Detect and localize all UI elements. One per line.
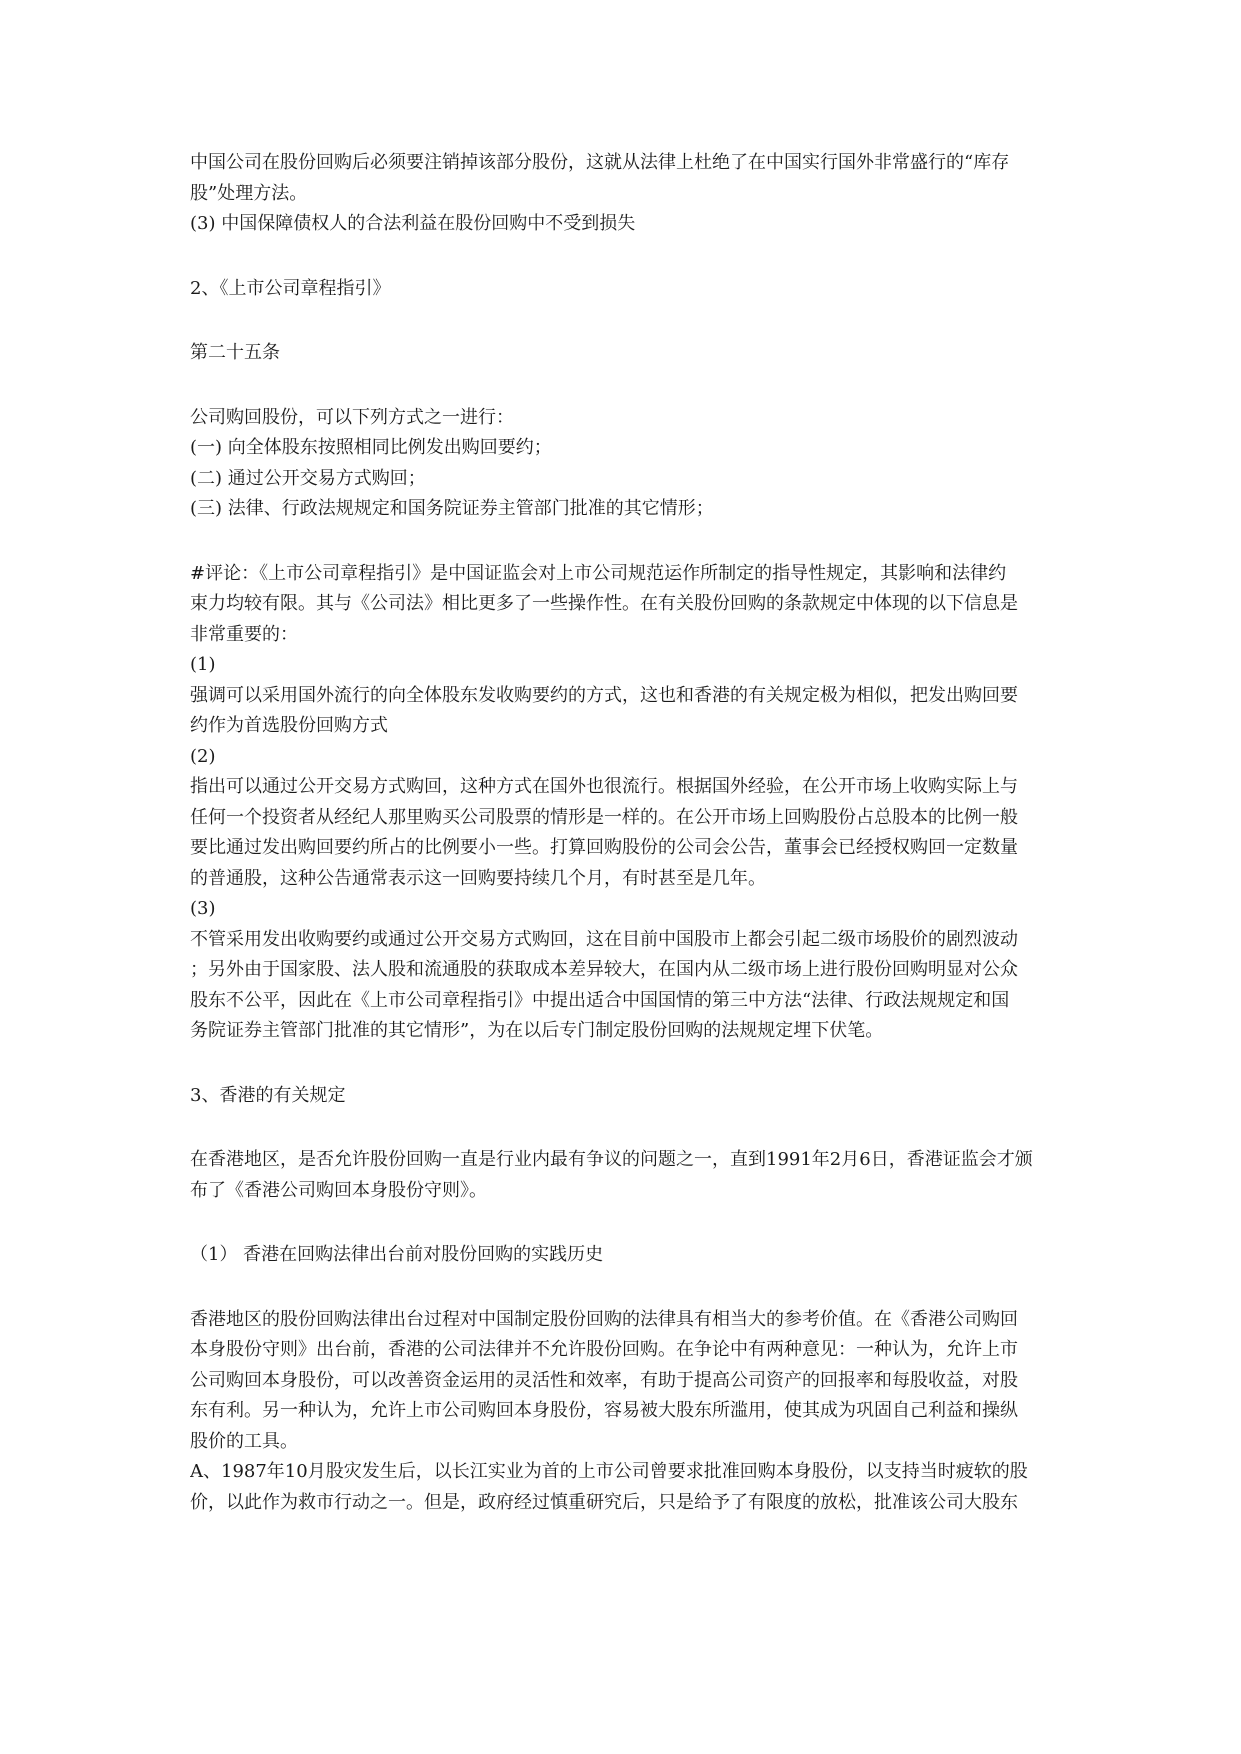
article-heading bbox=[190, 338, 1052, 369]
item-number: (2) bbox=[190, 745, 216, 767]
text-line: (3) 中国保障债权人的合法利益在股份回购中不受到损失 bbox=[190, 213, 636, 234]
text-line: 在香港地区，是否允许股份回购一直是行业内最有争议的问题之一，直到1991年2月6日，香港证监会才颁 bbox=[190, 1149, 1033, 1170]
spacer bbox=[190, 240, 1052, 274]
comment-paragraph bbox=[190, 559, 1052, 1047]
spacer bbox=[190, 304, 1052, 338]
rule-list bbox=[190, 403, 1052, 525]
text-line: 股东不公平，因此在《上市公司章程指引》中提出适合中国国情的第三中方法“法律、行政法规规定和国 bbox=[190, 989, 1010, 1011]
text-line: 本身股份守则》出台前，香港的公司法律并不允许股份回购。在争论中有两种意见：一种认为，允许上市 bbox=[190, 1339, 1018, 1360]
text-line: 的普通股，这种公告通常表示这一回购要持续几个月，有时甚至是几年。 bbox=[190, 867, 766, 889]
text-line: 束力均较有限。其与《公司法》相比更多了一些操作性。在有关股份回购的条款规定中体现的以下信息是 bbox=[190, 593, 1018, 614]
text-line: #评论：《上市公司章程指引》是中国证监会对上市公司规范运作所制定的指导性规定，其影响和法律约 bbox=[190, 562, 1007, 584]
text-line: 任何一个投资者从经纪人那里购买公司股票的情形是一样的。在公开市场上回购股份占总股本的比例一般 bbox=[190, 806, 1018, 828]
text-line: 指出可以通过公开交易方式购回，这种方式在国外也很流行。根据国外经验，在公开市场上收购实际上与 bbox=[190, 776, 1018, 797]
text-line: 约作为首选股份回购方式 bbox=[190, 715, 388, 736]
list-item: (一) 向全体股东按照相同比例发出购回要约； bbox=[190, 437, 552, 458]
text-line: 不管采用发出收购要约或通过公开交易方式购回，这在目前中国股市上都会引起二级市场股价的剧烈波动 bbox=[190, 928, 1018, 950]
text-line: 东有利。另一种认为，允许上市公司购回本身股份，容易被大股东所滥用，使其成为巩固自己利益和操纵 bbox=[190, 1400, 1018, 1421]
spacer bbox=[190, 1047, 1052, 1081]
paragraph bbox=[190, 148, 1052, 209]
paragraph bbox=[190, 1145, 1052, 1206]
text-line: ；另外由于国家股、法人股和流通股的获取成本差异较大，在国内从二级市场上进行股份回购明显对公众 bbox=[190, 959, 1018, 980]
spacer bbox=[190, 1271, 1052, 1305]
text-line: 务院证券主管部门批准的其它情形”，为在以后专门制定股份回购的法规规定埋下伏笔。 bbox=[190, 1020, 884, 1041]
text-line: 香港地区的股份回购法律出台过程对中国制定股份回购的法律具有相当大的参考价值。在《香港公司购回 bbox=[190, 1308, 1018, 1330]
heading-text: （1） 香港在回购法律出台前对股份回购的实践历史 bbox=[190, 1244, 604, 1265]
text-line: 股”处理方法。 bbox=[190, 182, 308, 204]
text-line: 公司购回本身股份，可以改善资金运用的灵活性和效率，有助于提高公司资产的回报率和每股收益，对股 bbox=[190, 1369, 1018, 1391]
text-line: 强调可以采用国外流行的向全体股东发收购要约的方式，这也和香港的有关规定极为相似，把发出购回要 bbox=[190, 684, 1018, 706]
text-line: A、1987年10月股灾发生后，以长江实业为首的上市公司曾要求批准回购本身股份，以支持当时疲软的股 bbox=[190, 1461, 1028, 1482]
heading-text: 第二十五条 bbox=[190, 342, 280, 363]
list-item: (三) 法律、行政法规规定和国务院证券主管部门批准的其它情形； bbox=[190, 498, 714, 519]
text-line: 股价的工具。 bbox=[190, 1430, 298, 1452]
text-line: 布了《香港公司购回本身股份守则》。 bbox=[190, 1179, 487, 1201]
item-number: (3) bbox=[190, 898, 216, 919]
section-heading bbox=[190, 274, 1052, 305]
spacer bbox=[190, 525, 1052, 559]
item-number: (1) bbox=[190, 654, 216, 675]
text-line: 价，以此作为救市行动之一。但是，政府经过慎重研究后，只是给予了有限度的放松，批准该公司大股东 bbox=[190, 1491, 1018, 1513]
paragraph bbox=[190, 1305, 1052, 1519]
spacer bbox=[190, 1206, 1052, 1240]
document-body bbox=[190, 148, 1052, 1518]
text-line: 非常重要的： bbox=[190, 623, 298, 645]
text-line: 公司购回股份，可以下列方式之一进行： bbox=[190, 406, 514, 428]
section-heading bbox=[190, 1081, 1052, 1112]
text-line: 中国公司在股份回购后必须要注销掉该部分股份，这就从法律上杜绝了在中国实行国外非常盛行的“库存 bbox=[190, 152, 1010, 173]
heading-text: 2、《上市公司章程指引》 bbox=[190, 277, 391, 299]
list-item: (二) 通过公开交易方式购回； bbox=[190, 467, 426, 489]
spacer bbox=[190, 369, 1052, 403]
text-line: 要比通过发出购回要约所占的比例要小一些。打算回购股份的公司会公告，董事会已经授权购回一定数量 bbox=[190, 837, 1018, 858]
heading-text: 3、香港的有关规定 bbox=[190, 1084, 346, 1106]
subsection-heading bbox=[190, 1240, 1052, 1271]
paragraph bbox=[190, 209, 1052, 240]
spacer bbox=[190, 1111, 1052, 1145]
